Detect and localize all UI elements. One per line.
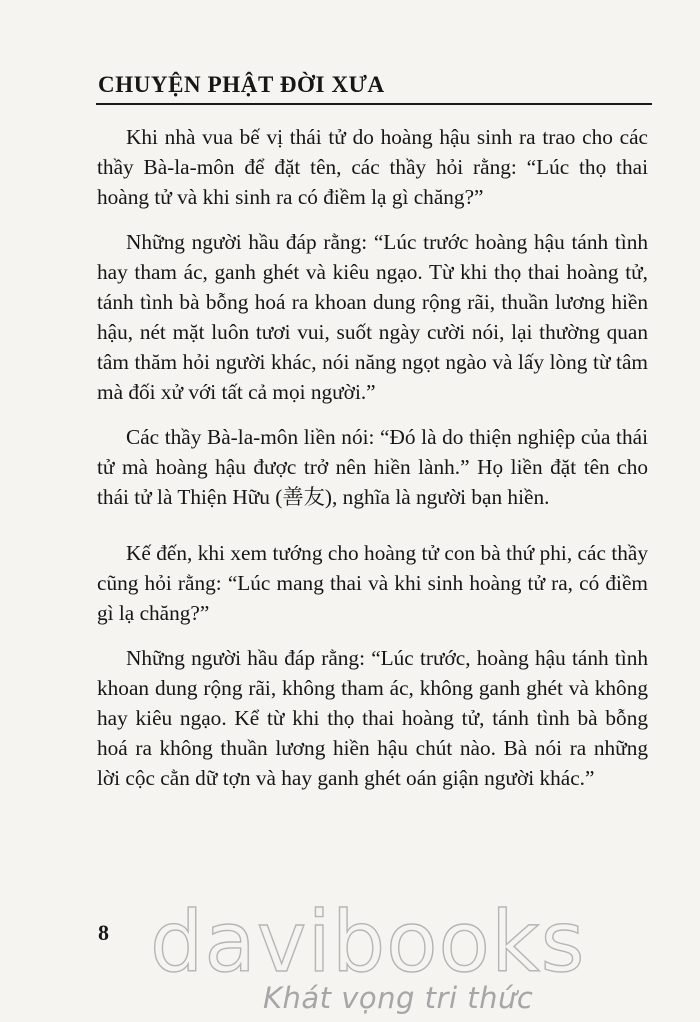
watermark-slogan: Khát vọng tri thức [263, 981, 534, 1015]
page-number: 8 [98, 920, 109, 945]
paragraph: Những người hầu đáp rằng: “Lúc trước hoàng hậu tánh tình hay tham ác, ganh ghét và kiêu ngạo. Từ khi thọ thai hoàng tử, tánh tình bà bỗng hoá ra khoan dung rộng rãi, thuần lương hiền hậu, nét mặt luôn tươi vui, suốt ngày cười nói, lại thường quan tâm thăm hỏi người khác, nói năng ngọt ngào và lấy lòng từ tâm mà đối xử với tất cả mọi người.” [97, 230, 648, 404]
watermark-logo: davibooks [150, 893, 586, 991]
body-text [97, 122, 648, 808]
running-header: CHUYỆN PHẬT ĐỜI XƯA [98, 72, 385, 97]
paragraph: Kế đến, khi xem tướng cho hoàng tử con bà thứ phi, các thầy cũng hỏi rằng: “Lúc mang thai và khi sinh hoàng tử ra, có điềm gì lạ chăng?” [97, 541, 648, 625]
header-rule [96, 103, 652, 105]
paragraph: Những người hầu đáp rằng: “Lúc trước, hoàng hậu tánh tình khoan dung rộng rãi, không tham ác, không ganh ghét và không hay kiêu ngạo. Kể từ khi thọ thai hoàng tử, tánh tình bà bỗng hoá ra không thuần lương hiền hậu chút nào. Bà nói ra những lời cộc cằn dữ tợn và hay ganh ghét oán giận người khác.” [97, 646, 648, 790]
paragraph: Khi nhà vua bế vị thái tử do hoàng hậu sinh ra trao cho các thầy Bà-la-môn để đặt tên, các thầy hỏi rằng: “Lúc thọ thai hoàng tử và khi sinh ra có điềm lạ gì chăng?” [97, 125, 648, 209]
paragraph: Các thầy Bà-la-môn liền nói: “Đó là do thiện nghiệp của thái tử mà hoàng hậu được trở nên hiền lành.” Họ liền đặt tên cho thái tử là Thiện Hữu (善友), nghĩa là người bạn hiền. [97, 425, 648, 509]
